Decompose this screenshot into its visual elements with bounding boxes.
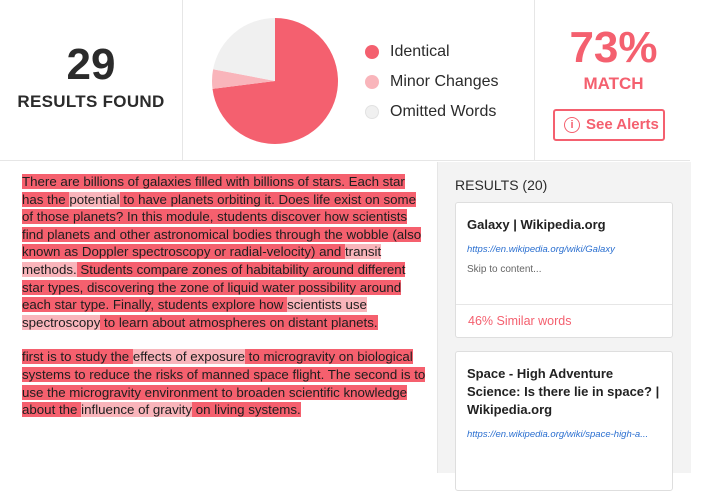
divider bbox=[534, 0, 535, 160]
legend-minor-changes bbox=[365, 70, 499, 100]
results-count: 29 bbox=[66, 40, 116, 89]
summary-bar bbox=[0, 0, 690, 161]
document-paragraph bbox=[22, 348, 427, 418]
legend-dot-minor bbox=[365, 75, 379, 89]
identical-highlight: to learn about atmospheres on distant planets. bbox=[100, 314, 378, 330]
result-url[interactable]: https://en.wikipedia.org/wiki/space-high-a... bbox=[467, 429, 649, 440]
identical-highlight: Students compare zones of habitability around different star types, discovering the zone of liquid water possibility around each star type. Finally, students explore how bbox=[22, 261, 406, 313]
result-title[interactable]: Space - High Adventure Science: Is there lie in space? | Wikipedia.org bbox=[467, 366, 660, 417]
result-card[interactable] bbox=[455, 351, 673, 491]
legend-label: Identical bbox=[390, 43, 450, 60]
see-alerts-button[interactable] bbox=[553, 109, 665, 141]
minor-change-highlight: potential bbox=[69, 191, 120, 207]
results-title: RESULTS (20) bbox=[455, 177, 548, 193]
minor-change-highlight: scientists use spectroscopy bbox=[22, 297, 367, 330]
result-snippet: Skip to content... bbox=[467, 264, 542, 275]
identical-highlight: on living systems. bbox=[192, 402, 301, 418]
results-count-label: RESULTS FOUND bbox=[17, 92, 165, 111]
match-label: MATCH bbox=[583, 74, 644, 93]
result-url[interactable]: https://en.wikipedia.org/wiki/Galaxy bbox=[467, 244, 615, 255]
legend-dot-omitted bbox=[365, 105, 379, 119]
pie-legend bbox=[365, 40, 499, 130]
legend-label: Minor Changes bbox=[390, 73, 499, 90]
divider bbox=[182, 0, 183, 160]
legend-omitted-words bbox=[365, 100, 499, 130]
match-panel bbox=[536, 22, 691, 94]
match-pie-chart bbox=[210, 16, 340, 146]
legend-label: Omitted Words bbox=[390, 103, 497, 120]
result-similarity: 46% Similar words bbox=[456, 304, 672, 337]
identical-highlight: There are billions of galaxies filled with billions of stars. Each star has the bbox=[22, 174, 405, 207]
see-alerts-label: See Alerts bbox=[586, 116, 659, 133]
match-percent: 73% bbox=[569, 23, 658, 72]
document-paragraph bbox=[22, 173, 427, 331]
document-text bbox=[22, 173, 427, 436]
legend-identical bbox=[365, 40, 499, 70]
minor-change-highlight: effects of exposure bbox=[132, 349, 245, 365]
identical-highlight: to microgravity on biological systems to reduce the risks of manned space flight. The second is to use the microgravity environment to broaden scientific knowledge about the bbox=[22, 349, 426, 418]
minor-change-highlight: transit methods. bbox=[22, 244, 382, 277]
result-card[interactable] bbox=[455, 202, 673, 338]
legend-dot-identical bbox=[365, 45, 379, 59]
info-icon: i bbox=[564, 117, 580, 133]
identical-highlight: to have planets orbiting it. Does life exist on some of those planets? In this module, students discover how scientists find planets and other astronomical bodies through the wobble (also known as Doppler spectroscopy or radial-velocity) and bbox=[22, 191, 422, 260]
results-count-panel bbox=[0, 40, 182, 112]
identical-highlight: first is to study the bbox=[22, 349, 133, 365]
results-panel bbox=[437, 162, 691, 473]
result-title[interactable]: Galaxy | Wikipedia.org bbox=[467, 217, 606, 232]
minor-change-highlight: influence of gravity bbox=[81, 402, 193, 418]
